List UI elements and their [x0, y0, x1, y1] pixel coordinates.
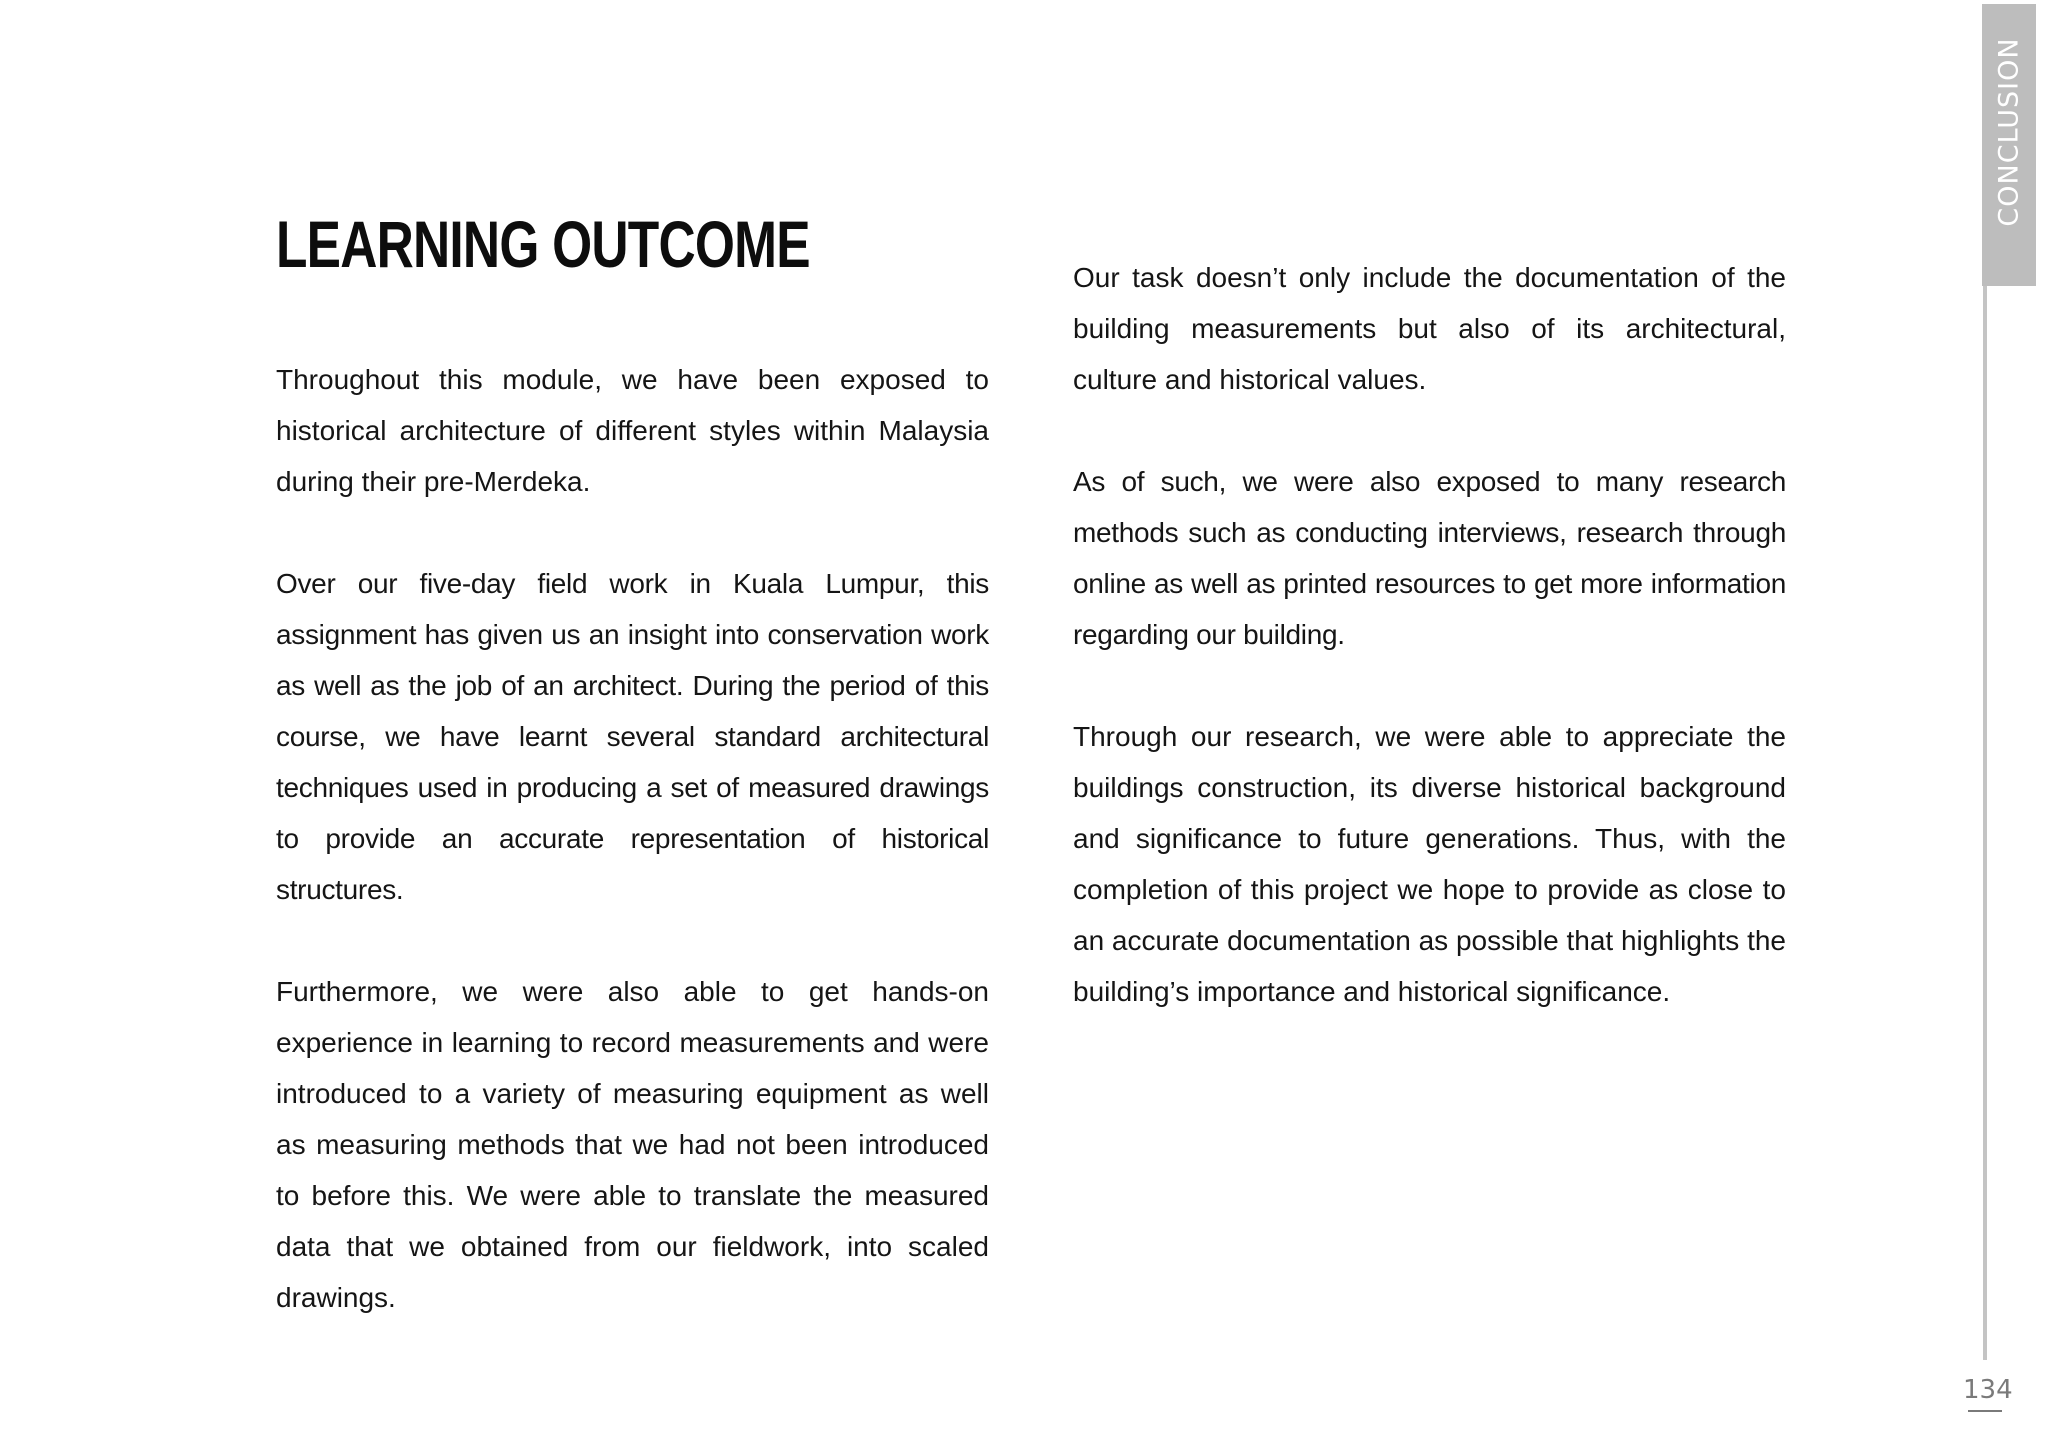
- section-divider-line: [1983, 286, 1987, 1360]
- paragraph-hands-on: Furthermore, we were also able to get hands-on experience in learning to record measurements and were introduced to a variety of measuring equipment as well as measuring methods that we had not been introduced to before this. We were able to translate the measured data that we obtained from our fieldwork, into scaled drawings.: [276, 976, 989, 1313]
- paragraph-research-methods: As of such, we were also exposed to many research methods such as conducting interviews, research through online as well as printed resources to get more information regarding our building.: [1073, 466, 1786, 650]
- paragraph-appreciation: Through our research, we were able to appreciate the buildings construction, its diverse historical background and significance to future generations. Thus, with the completion of this project we hope to provide as close to an accurate documentation as possible that highlights the building’s importance and historical significance.: [1073, 721, 1786, 1007]
- right-text-column: [1073, 252, 1786, 1068]
- left-text-column: [276, 354, 989, 1374]
- page-title: LEARNING OUTCOME: [276, 207, 810, 281]
- paragraph-task: Our task doesn’t only include the documentation of the building measurements but also of its architectural, culture and historical values.: [1073, 262, 1786, 395]
- page-number: 134: [1963, 1375, 2013, 1405]
- paragraph-fieldwork: Over our five-day field work in Kuala Lumpur, this assignment has given us an insight into conservation work as well as the job of an architect. During the period of this course, we have learnt several standard architectural techniques used in producing a set of measured drawings to provide an accurate representation of historical structures.: [276, 568, 989, 905]
- paragraph-exposure: Throughout this module, we have been exposed to historical architecture of different styles within Malaysia during their pre-Merdeka.: [276, 364, 989, 497]
- section-tab: [1982, 4, 2036, 286]
- page-number-underline: [1968, 1410, 2002, 1412]
- section-tab-label: CONCLUSION: [1993, 37, 2025, 227]
